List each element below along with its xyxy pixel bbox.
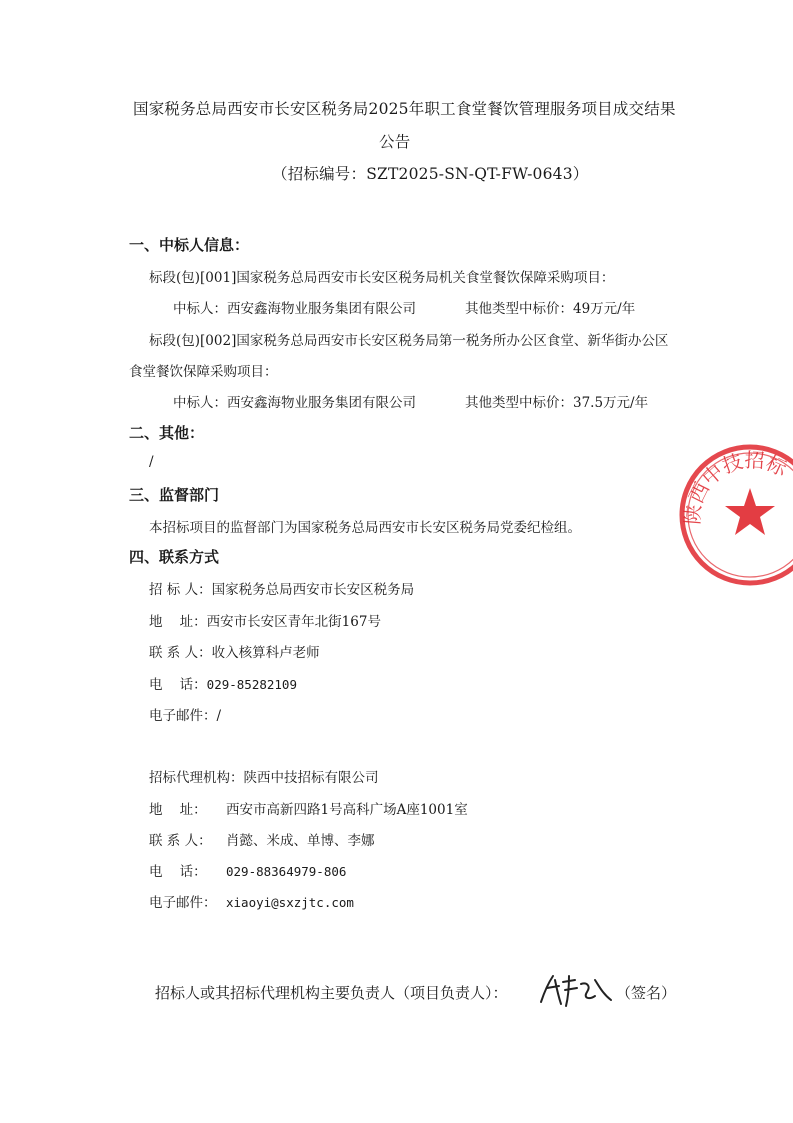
tenderer-address-label: 地 址：: [149, 614, 207, 630]
section3-heading: 三、监督部门: [129, 486, 220, 504]
agency-address-row: [149, 798, 468, 818]
section4-heading: 四、联系方式: [129, 548, 220, 566]
handwritten-signature: [535, 972, 617, 1008]
agency-name-row: [149, 766, 379, 786]
lot1-price: 其他类型中标价：49万元/年: [465, 301, 636, 317]
tenderer-contact: 收入核算科卢老师: [211, 645, 320, 661]
signature-prefix: 招标人或其招标代理机构主要负责人（项目负责人）：: [155, 984, 508, 1002]
seal-text: 陕西中技招标: [680, 447, 791, 526]
lot2-title-line1: 标段(包)[002]国家税务总局西安市长安区税务局第一税务所办公区食堂、新华街办公区: [149, 333, 669, 349]
agency-email: xiaoyi@sxzjtc.com: [226, 895, 354, 910]
tenderer-phone: 029-85282109: [206, 677, 297, 692]
lot1-winner: 中标人：西安鑫海物业服务集团有限公司: [173, 301, 416, 317]
agency-email-row: [149, 891, 354, 911]
tenderer-name: 国家税务总局西安市长安区税务局: [211, 582, 415, 598]
tenderer-email-label: 电子邮件：: [149, 708, 217, 724]
agency-email-label: 电子邮件：: [149, 895, 217, 911]
tenderer-address: 西安市长安区青年北街167号: [206, 614, 381, 630]
document-title-line2: 公告: [379, 133, 411, 151]
tender-number: （招标编号：SZT2025-SN-QT-FW-0643）: [272, 165, 589, 183]
tenderer-phone-row: [149, 673, 297, 693]
agency-address: 西安市高新四路1号高科广场A座1001室: [226, 802, 468, 818]
agency-contact-row: [149, 829, 375, 849]
agency-contact: 肖懿、米成、单博、李娜: [226, 833, 375, 849]
agency-name-label: 招标代理机构：: [149, 770, 244, 786]
agency-contact-label: 联 系 人：: [149, 833, 212, 849]
section2-content: /: [149, 454, 154, 470]
tenderer-email-row: [149, 704, 221, 724]
tenderer-name-row: [149, 578, 414, 598]
agency-name: 陕西中技招标有限公司: [243, 770, 379, 786]
tenderer-contact-row: [149, 641, 320, 661]
lot2-winner: 中标人：西安鑫海物业服务集团有限公司: [173, 395, 416, 411]
lot2-title-line2: 食堂餐饮保障采购项目：: [129, 364, 278, 380]
agency-phone: 029-88364979-806: [226, 864, 347, 879]
agency-phone-row: [149, 860, 346, 880]
section1-heading: 一、中标人信息：: [129, 236, 250, 254]
signature-suffix: （签名）: [616, 984, 677, 1002]
agency-phone-label: 电 话：: [149, 864, 207, 880]
tenderer-email: /: [216, 708, 222, 724]
tenderer-phone-label: 电 话：: [149, 677, 207, 693]
tenderer-contact-label: 联 系 人：: [149, 645, 212, 661]
tenderer-name-label: 招 标 人：: [149, 582, 212, 598]
agency-address-label: 地 址：: [149, 802, 207, 818]
section3-content: 本招标项目的监督部门为国家税务总局西安市长安区税务局党委纪检组。: [149, 520, 581, 536]
company-seal: [675, 440, 793, 590]
lot1-title: 标段(包)[001]国家税务总局西安市长安区税务局机关食堂餐饮保障采购项目：: [149, 270, 615, 286]
document-title-line1: 国家税务总局西安市长安区税务局2025年职工食堂餐饮管理服务项目成交结果: [133, 100, 676, 118]
section2-heading: 二、其他：: [129, 424, 205, 442]
tenderer-address-row: [149, 610, 381, 630]
lot2-price: 其他类型中标价：37.5万元/年: [465, 395, 649, 411]
